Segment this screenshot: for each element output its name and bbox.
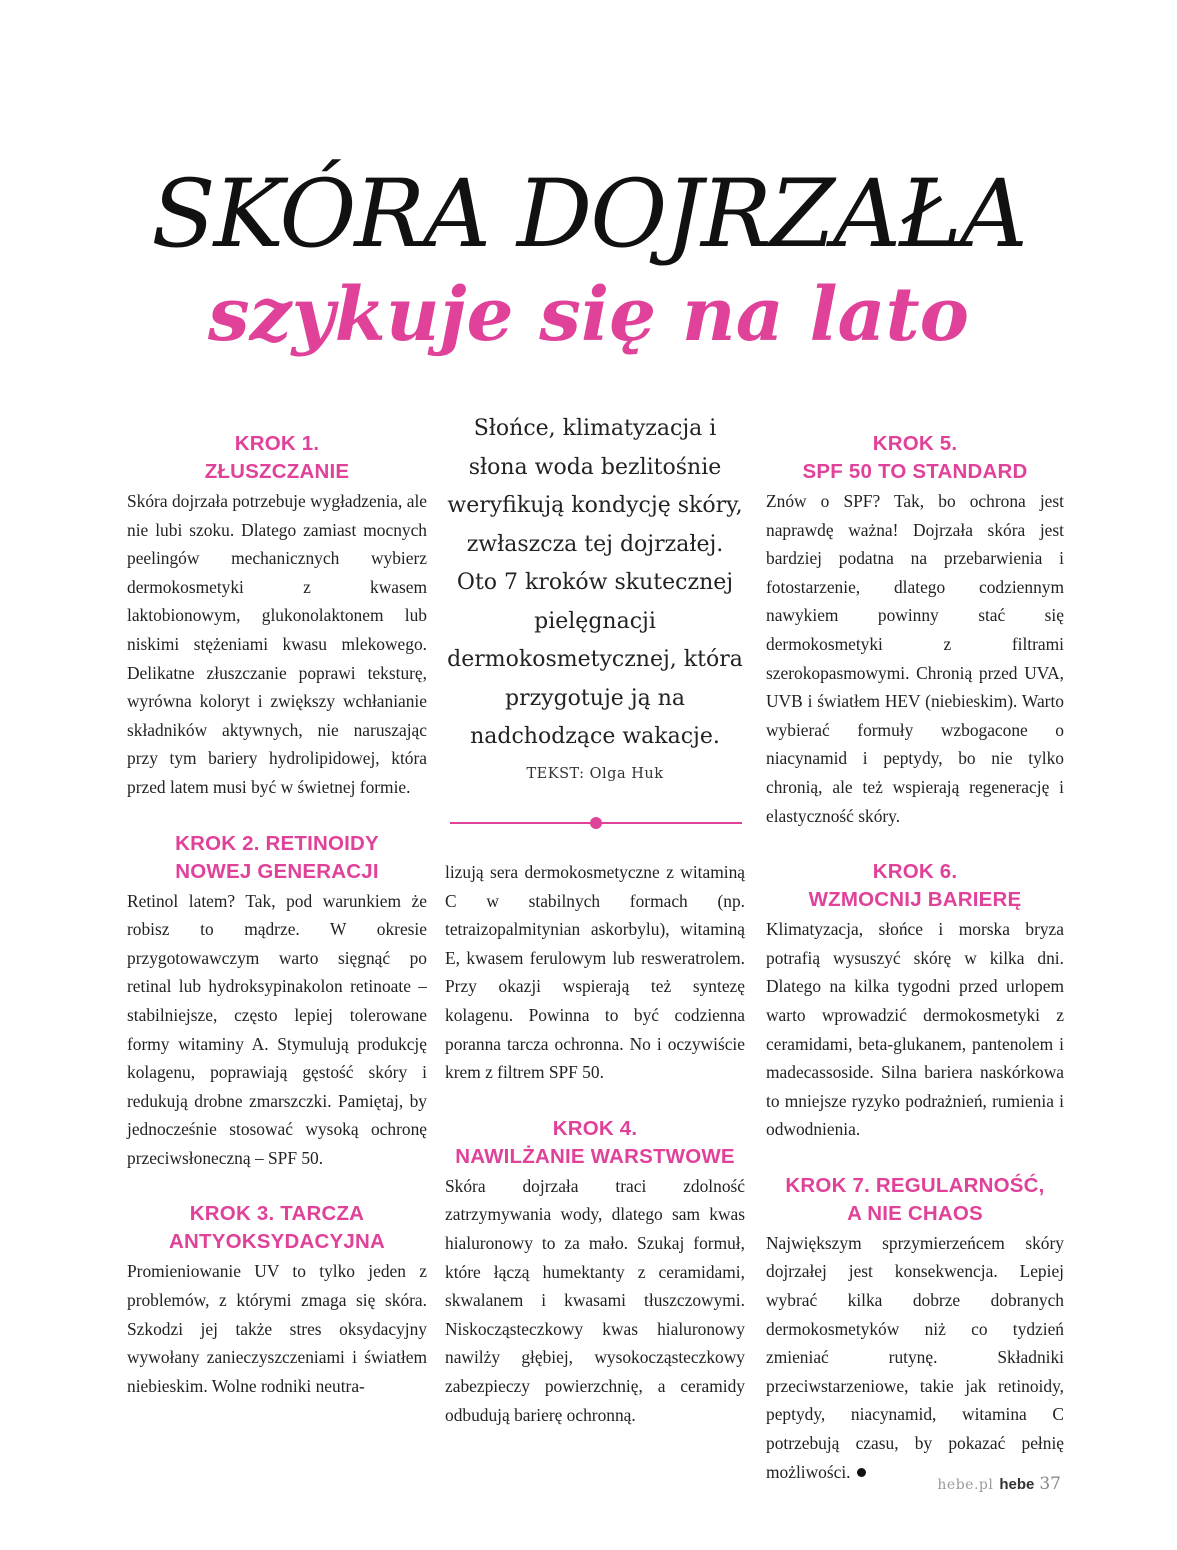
step-6-heading-line1: KROK 6. [872, 860, 958, 884]
step-3-heading [127, 1200, 427, 1256]
end-mark-icon [857, 1468, 866, 1477]
step-6-heading-line2: WZMOCNIJ BARIERĘ [808, 888, 1022, 912]
step-6-body: Klimatyzacja, słońce i morska bryza potrafią wysuszyć skórę w kilka dni. Dlatego na kilka tygodni przed urlopem warto wprowadzić dermokosmetyki z ceramidami, beta-glukanem, pantenolem i madecassoside. Silna bariera naskórkowa to mniejsze ryzyko podrażnień, rumienia i odwodnienia. [766, 919, 1064, 1140]
step-3-heading-line2: ANTYOKSYDACYJNA [169, 1230, 385, 1254]
step-7-heading [766, 1172, 1064, 1228]
divider-dot-icon [590, 817, 602, 829]
step-7-body [766, 1229, 1064, 1486]
step-1-heading-line1: KROK 1. [234, 432, 320, 455]
step-3-body-continued: lizują sera dermokosmetyczne z witaminą C w stabilnych formach (np. tetraizopalmitynian askorbylu), witaminą E, kwasem ferulowym lub resweratrolem. Przy okazji wspierają też syntezę kolagenu. Powinna to być codzienna poranna tarcza ochronna. No i oczywiście krem z filtrem SPF 50. [445, 862, 745, 1083]
step-3-heading-line1: KROK 3. TARCZA [189, 1202, 365, 1226]
step-5-body: Znów o SPF? Tak, bo ochrona jest naprawdę ważna! Dojrzała skóra jest bardziej podatna na przebarwienia i fotostarzenie, dlatego codziennym nawykiem powinny stać się dermokosmetyki z filtrami szerokopasmowymi. Chronią przed UVA, UVB i światłem HEV (niebieskim). Warto wybierać formuły wzbogacone o niacynamid i peptydy, bo nie tylko chronią, ale też wspierają regenerację i elastyczność skóry. [766, 491, 1064, 826]
step-4-heading-line1: KROK 4. [552, 1116, 638, 1140]
footer-brand-logo: hebe [999, 1476, 1035, 1493]
step-1-body: Skóra dojrzała potrzebuje wygładzenia, ale nie lubi szoku. Dlatego zamiast mocnych peelingów mechanicznych wybierz dermokosmetyki z kwasem laktobionowym, glukonolaktonem lub niskimi stężeniami kwasu mlekowego. Delikatne złuszczanie poprawi teksturę, wyrówna koloryt i zwiększy wchłanianie składników aktywnych, nie naruszając przy tym bariery hydrolipidowej, która przed latem musi być w świetnej formie. [127, 491, 427, 797]
page-footer [937, 1474, 1061, 1494]
column-center [445, 858, 745, 1429]
article-subtitle: szykuje się na lato [207, 272, 970, 358]
step-5-heading-line2: SPF 50 TO STANDARD [802, 460, 1028, 483]
step-1-heading-line2: ZŁUSZCZANIE [204, 460, 350, 483]
step-1-heading [127, 430, 427, 486]
step-4-heading-line2: NAWILŻANIE WARSTWOWE [455, 1144, 735, 1168]
step-7-heading-line2: A NIE CHAOS [847, 1201, 983, 1225]
step-2-heading [127, 830, 427, 886]
step-5-heading [766, 430, 1064, 486]
step-2-heading-line2: NOWEJ GENERACJI [175, 859, 379, 883]
step-7-heading-line1: KROK 7. REGULARNOŚĆ, [785, 1173, 1045, 1197]
lead-paragraph: Słońce, klimatyzacja i słona woda bezlitośnie weryfikują kondycję skóry, zwłaszcza tej dojrzałej. Oto 7 kroków skutecznej pielęgnacji dermokosmetycznej, która przygotuje ją na nadchodzące wakacje. [447, 416, 743, 749]
step-6-heading [766, 858, 1064, 914]
footer-site: hebe.pl [937, 1477, 994, 1493]
column-right [766, 430, 1064, 1486]
author-credit: TEKST: Olga Huk [526, 766, 664, 782]
step-7-body-text: Największym sprzymierzeńcem skóry dojrzałej jest konsekwencja. Lepiej wybrać kilka dobrze dobranych dermokosmetyków niż co tydzień zmieniać rutynę. Składniki przeciwstarzeniowe, takie jak retinoidy, peptydy, niacynamid, witamina C potrzebują czasu, by pokazać pełnię możliwości. [766, 1232, 1064, 1482]
step-5-heading-line1: KROK 5. [872, 432, 958, 455]
step-2-body: Retinol latem? Tak, pod warunkiem że robisz to mądrze. W okresie przygotowawczym warto sięgnąć po retinal lub hydroksypinakolon retinoate – stabilniejsze, często lepiej tolerowane formy witaminy A. Stymulują produkcję kolagenu, poprawiają gęstość skóry i redukują drobne zmarszczki. Pamiętaj, by jednocześnie stosować wysoką ochronę przeciwsłoneczną – SPF 50. [127, 890, 427, 1168]
article-title: SKÓRA DOJRZAŁA [151, 160, 1026, 269]
step-3-body: Promieniowanie UV to tylko jeden z problemów, z którymi zmaga się skóra. Szkodzi jej także stres oksydacyjny wywołany zanieczyszczeniami i światłem niebieskim. Wolne rodniki neutra- [127, 1261, 427, 1396]
page-number: 37 [1039, 1474, 1061, 1494]
step-2-heading-line1: KROK 2. RETINOIDY [175, 831, 379, 855]
column-left [127, 430, 427, 1400]
step-4-heading [445, 1115, 745, 1171]
step-4-body: Skóra dojrzała traci zdolność zatrzymywania wody, dlatego sam kwas hialuronowy to za mało. Szukaj formuł, które łączą humektanty z ceramidami, skwalanem i kwasami tłuszczowymi. Niskocząsteczkowy kwas hialuronowy nawilży głębiej, wysokocząsteczkowy zabezpieczy powierzchnię, a ceramidy odbudują barierę ochronną. [445, 1175, 745, 1425]
